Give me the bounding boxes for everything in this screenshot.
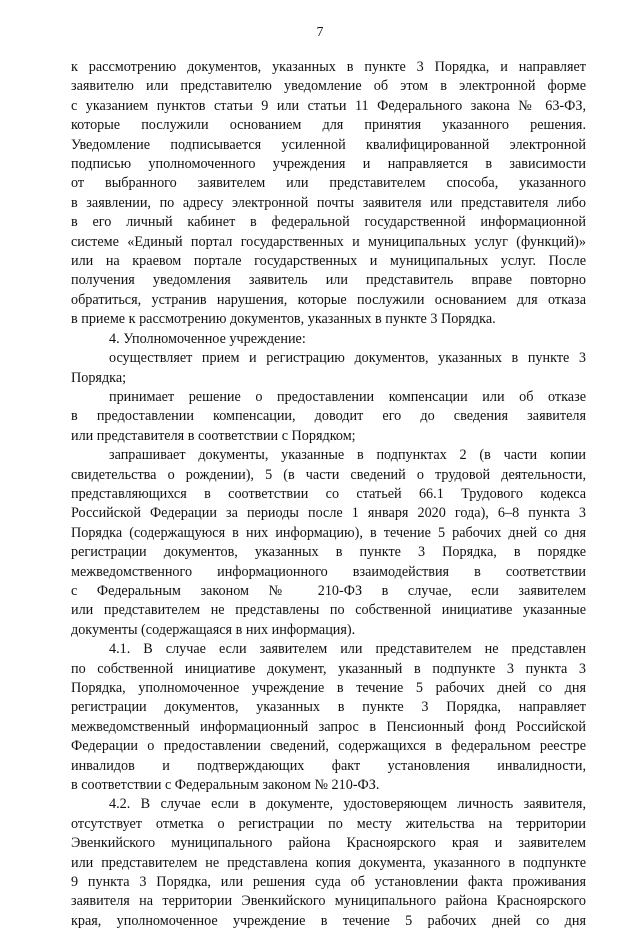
- text-line: документы (содержащаяся в них информация).: [71, 621, 356, 638]
- text-line: в приеме к рассмотрению документов, указанных в пункте 3 Порядка.: [71, 311, 496, 328]
- text-line: или представителя в соответствии с Порядком;: [71, 427, 356, 444]
- text-line: свидетельства о рождении), 5 (в части сведений о трудовой деятельности,: [71, 466, 586, 483]
- text-line: в заявлении, по адресу электронной почты заявителя или представителя либо: [71, 194, 586, 211]
- text-line: принимает решение о предоставлении компенсации или об отказе: [109, 388, 586, 405]
- text-line: Федерации о предоставлении сведений, содержащихся в федеральном реестре: [71, 738, 586, 755]
- text-line: в соответствии с Федеральным законом № 210-ФЗ.: [71, 777, 380, 794]
- text-line: инвалидов и подтверждающих факт установления инвалидности,: [71, 757, 586, 774]
- text-line: заявителю или представителю уведомление об этом в электронной форме: [71, 78, 586, 95]
- page-number: 7: [316, 24, 324, 39]
- text-line: или представителем не представлена копия документа, указанного в подпункте: [71, 854, 586, 871]
- text-line: Порядка;: [71, 369, 127, 386]
- text-line: Уведомление подписывается усиленной квалифицированной электронной: [71, 136, 586, 153]
- text-line: отсутствует отметка о регистрации по месту жительства на территории: [71, 815, 586, 832]
- text-line: запрашивает документы, указанные в подпунктах 2 (в части копии: [109, 447, 586, 464]
- text-line: Порядка, уполномоченное учреждение в течение 5 рабочих дней со дня: [71, 680, 586, 696]
- text-line: края, уполномоченное учреждение в течение 5 рабочих дней со дня: [71, 912, 586, 929]
- text-line: в предоставлении компенсации, доводит его до сведения заявителя: [71, 408, 586, 425]
- text-line: с Федеральным законом № 210-ФЗ в случае, если заявителем: [71, 582, 586, 599]
- text-line: регистрации документов, указанных в пункте 3 Порядка, в порядке: [71, 544, 586, 561]
- text-line: регистрации документов, указанных в пункте 3 Порядка, направляет: [71, 699, 586, 716]
- text-line: получения уведомления заявитель или представитель вправе повторно: [71, 272, 586, 289]
- text-line: представляющихся в соответствии со статьей 66.1 Трудового кодекса: [71, 485, 586, 502]
- text-line: заявителя на территории Эвенкийского муниципального района Красноярского: [71, 893, 586, 910]
- document-body-text: [71, 58, 586, 931]
- text-line: или на краевом портале государственных и муниципальных услуг. После: [71, 253, 586, 270]
- text-line: осуществляет прием и регистрацию документов, указанных в пункте 3: [109, 350, 586, 367]
- text-line: в его личный кабинет в федеральной государственной информационной: [71, 214, 586, 231]
- text-line: 4.1. В случае если заявителем или представителем не представлен: [109, 641, 586, 658]
- text-line: системе «Единый портал государственных и муниципальных услуг (функций)»: [71, 233, 586, 250]
- text-line: к рассмотрению документов, указанных в пункте 3 Порядка, и направляет: [71, 59, 586, 75]
- text-line: от выбранного заявителем или представителем способа, указанного: [71, 175, 586, 192]
- text-line: подписью уполномоченного учреждения и направляется в зависимости: [71, 156, 586, 173]
- text-line: Порядка (содержащуюся в них информацию), в течение 5 рабочих дней со дня: [71, 524, 586, 541]
- text-line: Российской Федерации за периоды после 1 января 2020 года), 6–8 пункта 3: [71, 505, 586, 522]
- text-line: 4. Уполномоченное учреждение:: [109, 330, 306, 347]
- text-line: 9 пункта 3 Порядка, или решения суда об установлении факта проживания: [71, 874, 586, 891]
- text-line: межведомственного информационного взаимодействия в соответствии: [71, 563, 586, 580]
- text-line: с указанием пунктов статьи 9 или статьи 11 Федерального закона № 63-ФЗ,: [71, 97, 586, 114]
- text-line: 4.2. В случае если в документе, удостоверяющем личность заявителя,: [109, 796, 586, 813]
- text-line: межведомственный информационный запрос в Пенсионный фонд Российской: [71, 718, 586, 735]
- text-line: по собственной инициативе документ, указанный в подпункте 3 пункта 3: [71, 660, 586, 677]
- text-line: обратиться, устранив нарушения, которые послужили основанием для отказа: [71, 291, 586, 308]
- text-line: или представителем не представлены по собственной инициативе указанные: [71, 602, 586, 619]
- text-line: которые послужили основанием для принятия указанного решения.: [71, 117, 586, 134]
- text-line: Эвенкийского муниципального района Красноярского края и заявителем: [71, 835, 586, 852]
